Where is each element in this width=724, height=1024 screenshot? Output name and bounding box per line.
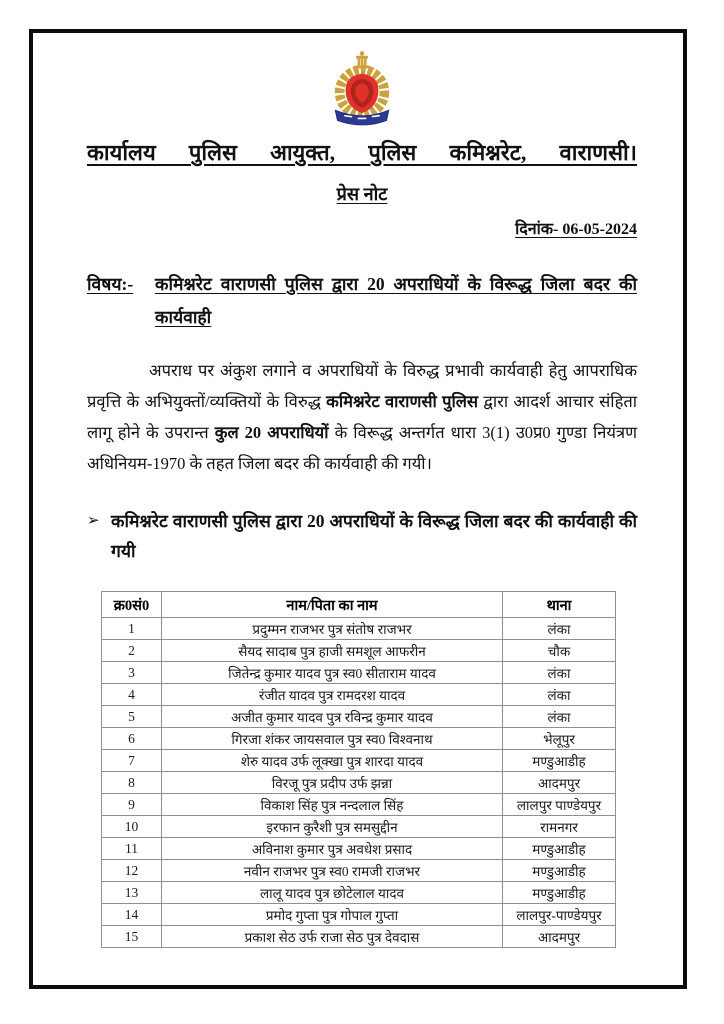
column-header-serial: क्र0सं0 [102,592,162,618]
subject-text: कमिश्नरेट वाराणसी पुलिस द्वारा 20 अपराधियों के विरूद्ध जिला बदर की कार्यवाही [155,274,637,327]
name-cell: जितेन्द्र कुमार यादव पुत्र स्व0 सीताराम यादव [162,662,503,684]
table-row [102,838,616,860]
thana-cell: लालपुर-पाण्डेयपुर [503,904,616,926]
body-segment-bold: कुल 20 अपराधियों [214,423,329,442]
name-cell: गिरजा शंकर जायसवाल पुत्र स्व0 विश्वनाथ [162,728,503,750]
office-title: कार्यालय पुलिस आयुक्त, पुलिस कमिश्नरेट, वाराणसी। [87,140,637,165]
name-cell: अजीत कुमार यादव पुत्र रविन्द्र कुमार यादव [162,706,503,728]
serial-cell: 6 [102,728,162,750]
serial-cell: 12 [102,860,162,882]
name-cell: विकाश सिंह पुत्र नन्दलाल सिंह [162,794,503,816]
name-cell: प्रकाश सेठ उर्फ राजा सेठ पुत्र देवदास [162,926,503,948]
table-row [102,706,616,728]
serial-cell: 10 [102,816,162,838]
subject-label: विषय:- [87,274,134,294]
bullet-item [87,506,637,566]
up-police-emblem-icon [324,49,400,131]
thana-cell: भेलूपुर [503,728,616,750]
serial-cell: 4 [102,684,162,706]
name-cell: विरजू पुत्र प्रदीप उर्फ झन्ना [162,772,503,794]
serial-cell: 3 [102,662,162,684]
thana-cell: लंका [503,618,616,640]
serial-cell: 1 [102,618,162,640]
serial-cell: 2 [102,640,162,662]
thana-cell: लंका [503,684,616,706]
table-row [102,750,616,772]
thana-cell: आदमपुर [503,926,616,948]
table-row [102,926,616,948]
table-row [102,772,616,794]
offenders-table [101,591,616,948]
body-segment-bold: कमिश्नरेट वाराणसी पुलिस [326,392,479,411]
press-note-title: प्रेस नोट [336,184,388,204]
thana-cell: रामनगर [503,816,616,838]
name-cell: लालू यादव पुत्र छोटेलाल यादव [162,882,503,904]
table-row [102,684,616,706]
body-paragraph [87,355,637,479]
name-cell: प्रमोद गुप्ता पुत्र गोपाल गुप्ता [162,904,503,926]
serial-cell: 15 [102,926,162,948]
table-row [102,816,616,838]
thana-cell: लंका [503,706,616,728]
thana-cell: लंका [503,662,616,684]
column-header-name: नाम/पिता का नाम [162,592,503,618]
serial-cell: 11 [102,838,162,860]
body-segment: अपराध पर अंकुश लगाने व अपराधियों के विरुद्ध प्रभावी कार्यवाही हेतु आपराधिक प्रवृत्ति के अभियुक्तों/व्यक्तियों के विरुद्ध [87,361,637,411]
thana-cell: मण्डुआडीह [503,838,616,860]
thana-cell: आदमपुर [503,772,616,794]
name-cell: रंजीत यादव पुत्र रामदरश यादव [162,684,503,706]
serial-cell: 8 [102,772,162,794]
name-cell: इरफान कुरैशी पुत्र समसुद्दीन [162,816,503,838]
date-line [87,217,637,239]
thana-cell: मण्डुआडीह [503,750,616,772]
table-row [102,794,616,816]
thana-cell: मण्डुआडीह [503,882,616,904]
name-cell: नवीन राजभर पुत्र स्व0 रामजी राजभर [162,860,503,882]
table-row [102,860,616,882]
body-segment: द्वारा आदर्श आचार संहिता लागू होने के उपरान्त [87,392,638,442]
name-cell: अविनाश कुमार पुत्र अवधेश प्रसाद [162,838,503,860]
name-cell: सैयद सादाब पुत्र हाजी समशूल आफरीन [162,640,503,662]
logo-container [87,49,637,133]
document-page [29,29,687,989]
table-row [102,662,616,684]
table-row [102,728,616,750]
body-segment: के विरूद्ध अन्तर्गत धारा 3(1) उ0प्र0 गुण्डा नियंत्रण अधिनियम-1970 के तहत जिला बदर की कार्यवाही की गयी। [87,423,638,473]
bullet-arrow-icon: ➢ [87,513,100,529]
serial-cell: 9 [102,794,162,816]
table-header-row [102,592,616,618]
bullet-text: कमिश्नरेट वाराणसी पुलिस द्वारा 20 अपराधियों के विरूद्ध जिला बदर की कार्यवाही की गयी [111,511,637,561]
date-value: दिनांक- 06-05-2024 [515,221,637,238]
name-cell: प्रदुम्मन राजभर पुत्र संतोष राजभर [162,618,503,640]
table-row [102,882,616,904]
table-row [102,640,616,662]
thana-cell: मण्डुआडीह [503,860,616,882]
table-row [102,618,616,640]
name-cell: शेरु यादव उर्फ लूक्खा पुत्र शारदा यादव [162,750,503,772]
serial-cell: 14 [102,904,162,926]
serial-cell: 13 [102,882,162,904]
subject-block [87,268,637,334]
serial-cell: 7 [102,750,162,772]
table-row [102,904,616,926]
serial-cell: 5 [102,706,162,728]
thana-cell: लालपुर पाण्डेयपुर [503,794,616,816]
thana-cell: चौक [503,640,616,662]
column-header-thana: थाना [503,592,616,618]
